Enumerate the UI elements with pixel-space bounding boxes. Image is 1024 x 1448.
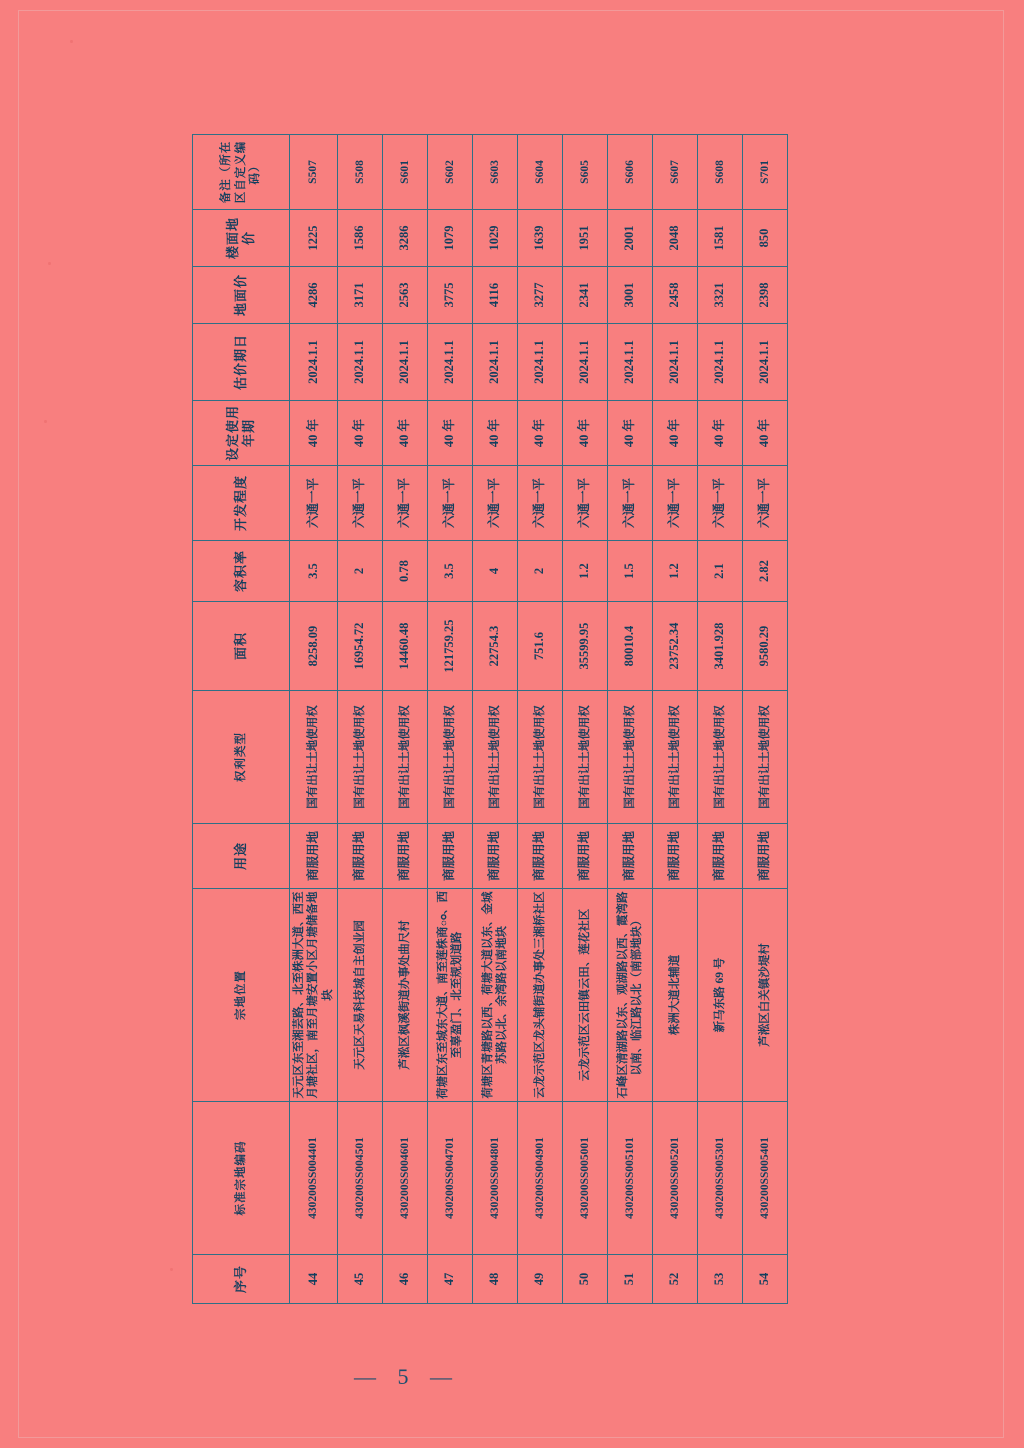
cell-far: 2 xyxy=(338,541,383,602)
cell-use: 商服用地 xyxy=(473,824,518,889)
cell-floor-price: 1951 xyxy=(563,210,608,267)
land-parcel-table xyxy=(192,134,788,1304)
column-header-location: 宗地位置 xyxy=(193,889,290,1102)
cell-code: 430200SS005301 xyxy=(698,1102,743,1255)
cell-development: 六通一平 xyxy=(383,466,428,541)
cell-years: 40 年 xyxy=(563,401,608,466)
cell-valuation-date: 2024.1.1 xyxy=(698,324,743,401)
cell-years: 40 年 xyxy=(428,401,473,466)
cell-years: 40 年 xyxy=(473,401,518,466)
cell-years: 40 年 xyxy=(383,401,428,466)
cell-years: 40 年 xyxy=(608,401,653,466)
table-body xyxy=(290,135,788,1304)
cell-land-price: 3171 xyxy=(338,267,383,324)
cell-far: 0.78 xyxy=(383,541,428,602)
table-row xyxy=(608,135,653,1304)
cell-right-type: 国有出让土地使用权 xyxy=(290,691,338,824)
cell-note: S607 xyxy=(653,135,698,210)
cell-right-type: 国有出让土地使用权 xyxy=(473,691,518,824)
cell-right-type: 国有出让土地使用权 xyxy=(698,691,743,824)
cell-area: 35599.95 xyxy=(563,602,608,691)
cell-code: 430200SS005201 xyxy=(653,1102,698,1255)
cell-far: 2.1 xyxy=(698,541,743,602)
cell-development: 六通一平 xyxy=(653,466,698,541)
cell-far: 1.5 xyxy=(608,541,653,602)
cell-valuation-date: 2024.1.1 xyxy=(563,324,608,401)
cell-valuation-date: 2024.1.1 xyxy=(518,324,563,401)
cell-right-type: 国有出让土地使用权 xyxy=(608,691,653,824)
cell-use: 商服用地 xyxy=(698,824,743,889)
cell-years: 40 年 xyxy=(518,401,563,466)
land-parcel-table-container xyxy=(192,140,832,1304)
cell-note: S508 xyxy=(338,135,383,210)
cell-code: 430200SS005001 xyxy=(563,1102,608,1255)
cell-development: 六通一平 xyxy=(518,466,563,541)
cell-floor-price: 1639 xyxy=(518,210,563,267)
cell-code: 430200SS005401 xyxy=(743,1102,788,1255)
cell-area: 80010.4 xyxy=(608,602,653,691)
cell-area: 121759.25 xyxy=(428,602,473,691)
cell-development: 六通一平 xyxy=(338,466,383,541)
cell-location: 荷塘区青塘路以西、荷塘大道以东、金城苏路以北、余湾路以南地块 xyxy=(473,889,518,1102)
cell-valuation-date: 2024.1.1 xyxy=(608,324,653,401)
cell-area: 14460.48 xyxy=(383,602,428,691)
cell-note: S603 xyxy=(473,135,518,210)
cell-valuation-date: 2024.1.1 xyxy=(428,324,473,401)
table-row xyxy=(563,135,608,1304)
cell-land-price: 3001 xyxy=(608,267,653,324)
column-header-development: 开发程度 xyxy=(193,466,290,541)
cell-use: 商服用地 xyxy=(653,824,698,889)
cell-location: 芦淞区枫溪街道办事处曲尺村 xyxy=(383,889,428,1102)
cell-development: 六通一平 xyxy=(608,466,653,541)
cell-development: 六通一平 xyxy=(290,466,338,541)
column-header-far: 容积率 xyxy=(193,541,290,602)
table-row xyxy=(428,135,473,1304)
cell-code: 430200SS004401 xyxy=(290,1102,338,1255)
cell-code: 430200SS004801 xyxy=(473,1102,518,1255)
cell-note: S604 xyxy=(518,135,563,210)
cell-years: 40 年 xyxy=(338,401,383,466)
column-header-floor-price: 楼面地价 xyxy=(193,210,290,267)
cell-note: S606 xyxy=(608,135,653,210)
cell-index: 45 xyxy=(338,1255,383,1304)
cell-location: 荷塘区东至城东大道、南至莲株商ం、西至辜盈门、北至规划道路 xyxy=(428,889,473,1102)
cell-location: 云龙示范区龙头铺街道办事处三湘桥社区 xyxy=(518,889,563,1102)
cell-land-price: 2563 xyxy=(383,267,428,324)
table-row xyxy=(383,135,428,1304)
cell-floor-price: 1079 xyxy=(428,210,473,267)
cell-location: 芦淞区白关镇沙堤村 xyxy=(743,889,788,1102)
cell-code: 430200SS004701 xyxy=(428,1102,473,1255)
cell-index: 48 xyxy=(473,1255,518,1304)
cell-land-price: 2458 xyxy=(653,267,698,324)
cell-right-type: 国有出让土地使用权 xyxy=(383,691,428,824)
cell-right-type: 国有出让土地使用权 xyxy=(338,691,383,824)
cell-land-price: 4116 xyxy=(473,267,518,324)
cell-floor-price: 1029 xyxy=(473,210,518,267)
cell-floor-price: 1586 xyxy=(338,210,383,267)
cell-location: 新马东路 69 号 xyxy=(698,889,743,1102)
cell-location: 天元区天易科技城自主创业园 xyxy=(338,889,383,1102)
cell-note: S701 xyxy=(743,135,788,210)
column-header-area: 面积 xyxy=(193,602,290,691)
cell-development: 六通一平 xyxy=(473,466,518,541)
cell-index: 49 xyxy=(518,1255,563,1304)
column-header-valuation-date: 估价期日 xyxy=(193,324,290,401)
cell-development: 六通一平 xyxy=(428,466,473,541)
cell-valuation-date: 2024.1.1 xyxy=(653,324,698,401)
column-header-code: 标准宗地编码 xyxy=(193,1102,290,1255)
column-header-index: 序号 xyxy=(193,1255,290,1304)
cell-years: 40 年 xyxy=(743,401,788,466)
cell-land-price: 3775 xyxy=(428,267,473,324)
cell-valuation-date: 2024.1.1 xyxy=(473,324,518,401)
cell-area: 3401.928 xyxy=(698,602,743,691)
cell-area: 9580.29 xyxy=(743,602,788,691)
cell-use: 商服用地 xyxy=(518,824,563,889)
cell-development: 六通一平 xyxy=(698,466,743,541)
cell-right-type: 国有出让土地使用权 xyxy=(428,691,473,824)
cell-far: 2.82 xyxy=(743,541,788,602)
table-row xyxy=(698,135,743,1304)
cell-far: 1.2 xyxy=(563,541,608,602)
cell-right-type: 国有出让土地使用权 xyxy=(653,691,698,824)
cell-use: 商服用地 xyxy=(743,824,788,889)
column-header-right-type: 权利类型 xyxy=(193,691,290,824)
cell-index: 50 xyxy=(563,1255,608,1304)
cell-floor-price: 3286 xyxy=(383,210,428,267)
cell-development: 六通一平 xyxy=(563,466,608,541)
cell-land-price: 4286 xyxy=(290,267,338,324)
table-row xyxy=(518,135,563,1304)
cell-use: 商服用地 xyxy=(563,824,608,889)
cell-location: 株洲大道北辅道 xyxy=(653,889,698,1102)
cell-index: 52 xyxy=(653,1255,698,1304)
cell-right-type: 国有出让土地使用权 xyxy=(743,691,788,824)
cell-years: 40 年 xyxy=(653,401,698,466)
cell-land-price: 3321 xyxy=(698,267,743,324)
cell-index: 44 xyxy=(290,1255,338,1304)
cell-valuation-date: 2024.1.1 xyxy=(338,324,383,401)
cell-code: 430200SS004501 xyxy=(338,1102,383,1255)
cell-land-price: 3277 xyxy=(518,267,563,324)
cell-location: 云龙示范区云田镇云田、莲花社区 xyxy=(563,889,608,1102)
cell-years: 40 年 xyxy=(290,401,338,466)
cell-location: 天元区东至湘芸路、北至株洲大道、西至月塘社区，南至月塘安置小区月塘储备地块 xyxy=(290,889,338,1102)
cell-floor-price: 850 xyxy=(743,210,788,267)
cell-floor-price: 1225 xyxy=(290,210,338,267)
cell-location: 石峰区清湖路以东、观湖路以西、霞湾路以南、临江路以北（南部地块） xyxy=(608,889,653,1102)
cell-note: S605 xyxy=(563,135,608,210)
cell-years: 40 年 xyxy=(698,401,743,466)
cell-area: 22754.3 xyxy=(473,602,518,691)
cell-note: S601 xyxy=(383,135,428,210)
cell-note: S602 xyxy=(428,135,473,210)
table-row xyxy=(653,135,698,1304)
table-row xyxy=(290,135,338,1304)
cell-valuation-date: 2024.1.1 xyxy=(383,324,428,401)
cell-land-price: 2398 xyxy=(743,267,788,324)
cell-right-type: 国有出让土地使用权 xyxy=(518,691,563,824)
cell-index: 47 xyxy=(428,1255,473,1304)
cell-index: 54 xyxy=(743,1255,788,1304)
cell-use: 商服用地 xyxy=(608,824,653,889)
cell-note: S608 xyxy=(698,135,743,210)
cell-far: 3.5 xyxy=(290,541,338,602)
cell-area: 751.6 xyxy=(518,602,563,691)
cell-index: 53 xyxy=(698,1255,743,1304)
cell-far: 1.2 xyxy=(653,541,698,602)
cell-valuation-date: 2024.1.1 xyxy=(290,324,338,401)
cell-far: 4 xyxy=(473,541,518,602)
cell-code: 430200SS004901 xyxy=(518,1102,563,1255)
table-header-row xyxy=(193,135,290,1304)
cell-floor-price: 2048 xyxy=(653,210,698,267)
cell-index: 46 xyxy=(383,1255,428,1304)
cell-use: 商服用地 xyxy=(338,824,383,889)
table-row xyxy=(743,135,788,1304)
cell-use: 商服用地 xyxy=(290,824,338,889)
cell-development: 六通一平 xyxy=(743,466,788,541)
cell-code: 430200SS004601 xyxy=(383,1102,428,1255)
column-header-use: 用途 xyxy=(193,824,290,889)
cell-valuation-date: 2024.1.1 xyxy=(743,324,788,401)
cell-area: 23752.34 xyxy=(653,602,698,691)
cell-code: 430200SS005101 xyxy=(608,1102,653,1255)
cell-use: 商服用地 xyxy=(383,824,428,889)
cell-floor-price: 1581 xyxy=(698,210,743,267)
cell-index: 51 xyxy=(608,1255,653,1304)
column-header-note: 备注（所在区自定义编码） xyxy=(193,135,290,210)
table-row xyxy=(473,135,518,1304)
column-header-years: 设定使用年期 xyxy=(193,401,290,466)
cell-floor-price: 2001 xyxy=(608,210,653,267)
table-row xyxy=(338,135,383,1304)
cell-right-type: 国有出让土地使用权 xyxy=(563,691,608,824)
column-header-land-price: 地面价 xyxy=(193,267,290,324)
cell-use: 商服用地 xyxy=(428,824,473,889)
cell-far: 2 xyxy=(518,541,563,602)
cell-note: S507 xyxy=(290,135,338,210)
page-number: — 5 — xyxy=(354,1364,460,1389)
cell-far: 3.5 xyxy=(428,541,473,602)
cell-area: 8258.09 xyxy=(290,602,338,691)
cell-land-price: 2341 xyxy=(563,267,608,324)
cell-area: 16954.72 xyxy=(338,602,383,691)
